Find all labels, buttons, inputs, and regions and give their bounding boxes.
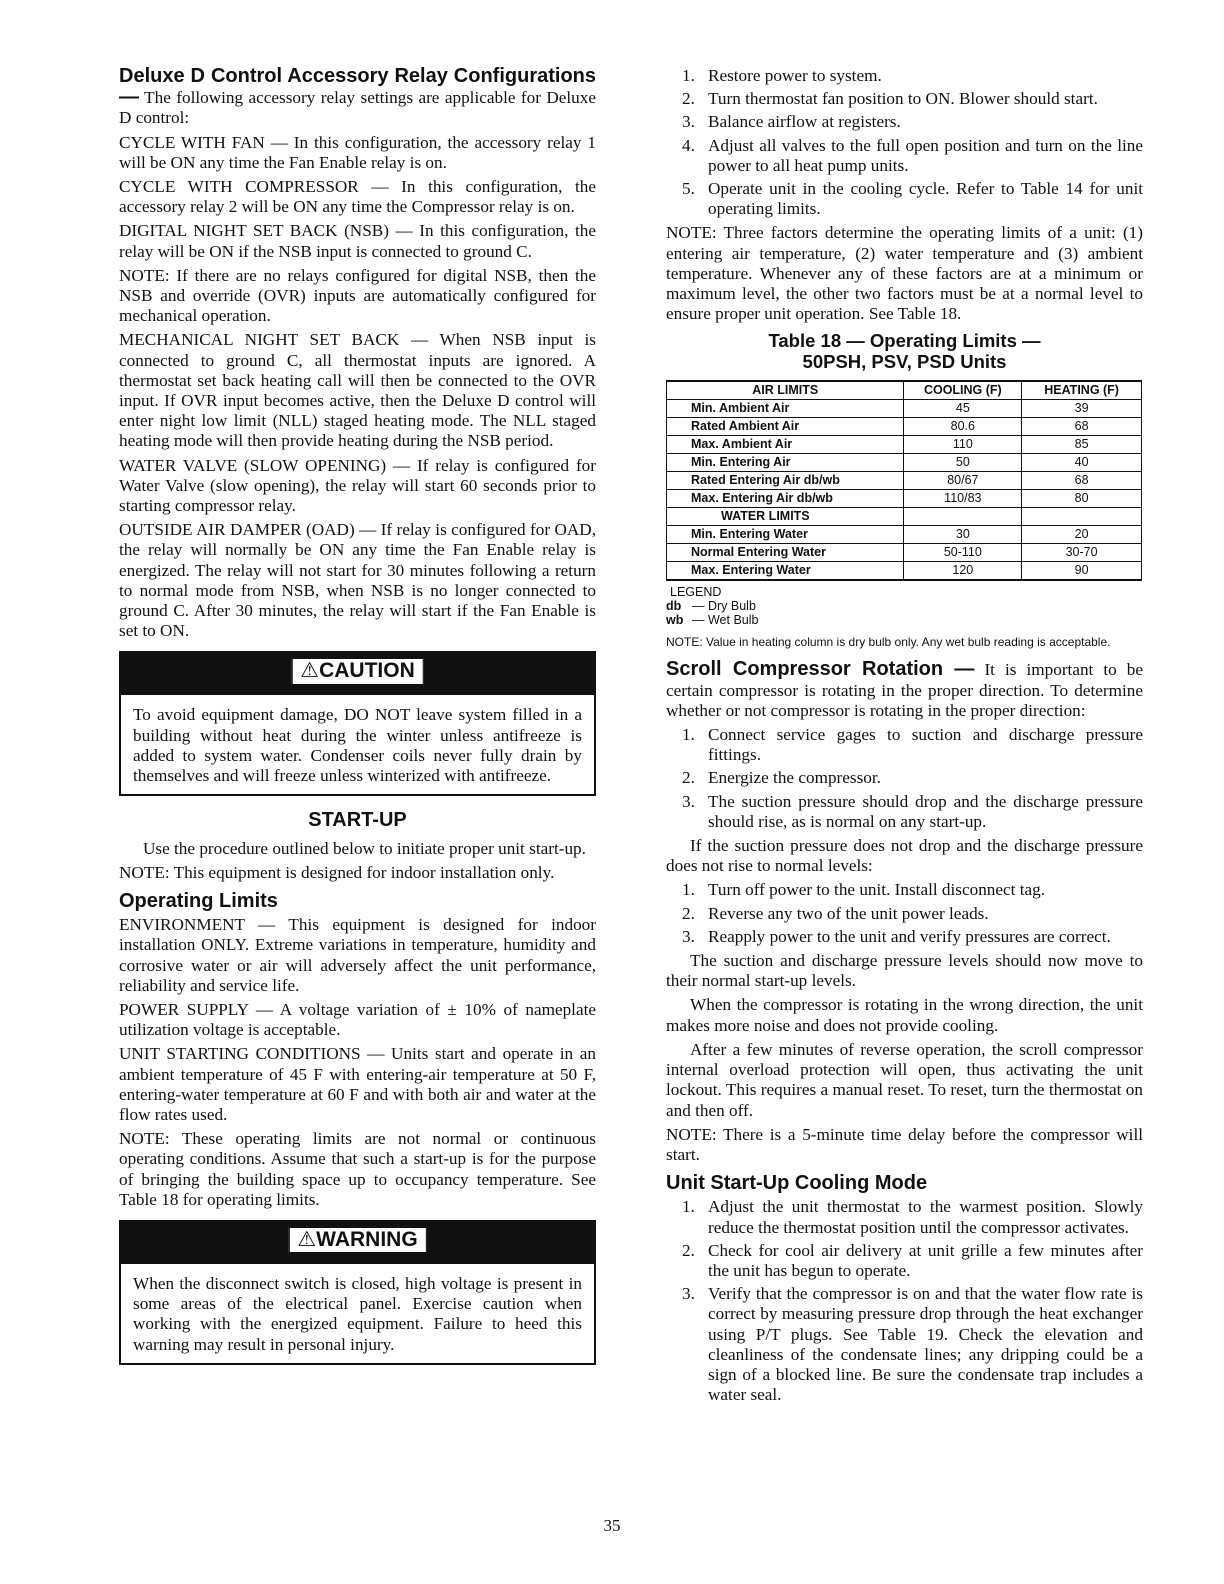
warning-label: ⚠WARNING bbox=[288, 1227, 426, 1253]
column-header: HEATING (F) bbox=[1022, 381, 1142, 400]
table-row: Min. Entering Water 30 20 bbox=[667, 526, 1142, 544]
scroll-paragraph: After a few minutes of reverse operation, the scroll compressor internal overload protection will open, thus activating the unit lockout. This requires a manual reset. To reset, turn the thermostat on and then off. bbox=[666, 1039, 1143, 1120]
legend-item: wb — Wet Bulb bbox=[666, 613, 759, 628]
column-header: AIR LIMITS bbox=[667, 381, 904, 400]
table-header-row bbox=[667, 381, 1142, 400]
list-item: 2. Energize the compressor. bbox=[682, 768, 881, 788]
warning-header-bar bbox=[121, 1222, 594, 1264]
legend-title: LEGEND bbox=[670, 585, 722, 600]
scroll-intro-text: It is important to be certain compressor is rotating in the proper direction. To determine whether or not compressor is rotating in the proper direction: bbox=[666, 660, 1143, 720]
startup-steps-list bbox=[666, 66, 1143, 219]
operating-limits-table bbox=[666, 380, 1142, 581]
scroll-paragraph: The suction and discharge pressure levels should now move to their normal start-up levels. bbox=[666, 951, 1143, 991]
relay-intro-text: The following accessory relay settings are applicable for Deluxe D control: bbox=[119, 88, 596, 128]
left-column bbox=[119, 66, 596, 1379]
caution-box bbox=[119, 651, 596, 796]
water-limits-header: WATER LIMITS bbox=[667, 508, 904, 526]
warning-box bbox=[119, 1220, 596, 1365]
relay-item: OUTSIDE AIR DAMPER (OAD) — If relay is configured for OAD, the relay will normally be ON any time the Fan Enable relay is energized. The relay will not start for 30 minutes following a return to normal mode from NSB, when NSB is no longer connected to ground C. After 30 minutes, the relay will start if the Fan Enable is set to ON. bbox=[119, 520, 596, 641]
table-row: Normal Entering Water 50-110 30-70 bbox=[667, 544, 1142, 562]
table-row: Rated Entering Air db/wb 80/67 68 bbox=[667, 472, 1142, 490]
legend-item: db — Dry Bulb bbox=[666, 599, 756, 614]
relay-item: NOTE: If there are no relays configured for digital NSB, then the NSB and override (OVR) inputs are automatically configured for mechanical operation. bbox=[119, 265, 596, 326]
caution-header-bar bbox=[121, 653, 594, 695]
list-item: 1. Restore power to system. bbox=[682, 66, 882, 85]
list-item: 5. Operate unit in the cooling cycle. Refer to Table 14 for unit operating limits. bbox=[682, 179, 1143, 219]
cooling-mode-heading: Unit Start-Up Cooling Mode bbox=[666, 1172, 928, 1195]
column-header: COOLING (F) bbox=[904, 381, 1022, 400]
delay-note: NOTE: There is a 5-minute time delay before the compressor will start. bbox=[666, 1124, 1143, 1164]
operating-limits-item: POWER SUPPLY — A voltage variation of ± 10% of nameplate utilization voltage is acceptable. bbox=[119, 999, 596, 1040]
operating-limits-heading: Operating Limits bbox=[119, 889, 278, 912]
list-item: 1. Adjust the unit thermostat to the warmest position. Slowly reduce the thermostat position until the compressor activates. bbox=[682, 1197, 1143, 1237]
list-item: 3. Verify that the compressor is on and that the water flow rate is correct by measuring pressure drop through the heat exchanger using P/T plugs. See Table 19. Check the elevation and cleanliness of the condensate lines; any dripping could be a sign of a blocked line. Be sure the condensate trap includes a water seal. bbox=[682, 1284, 1143, 1405]
factors-note: NOTE: Three factors determine the operating limits of a unit: (1) entering air temperature, (2) water temperature and (3) ambient temperature. Whenever any of these factors are at a minimum or maximum level, the other two factors must be at a normal level to ensure proper unit operation. See Table 18. bbox=[666, 223, 1143, 324]
scroll-intro-paragraph bbox=[666, 659, 1143, 721]
caution-text: To avoid equipment damage, DO NOT leave system filled in a building without heat during the winter unless antifreeze is added to system water. Condenser coils never fully drain by themselves and will freeze unless winterized with antifreeze. bbox=[133, 705, 582, 786]
list-item: 2. Turn thermostat fan position to ON. Blower should start. bbox=[682, 89, 1098, 109]
list-item: 2. Check for cool air delivery at unit grille a few minutes after the unit has begun to operate. bbox=[682, 1240, 1143, 1280]
scroll-check-steps bbox=[666, 725, 1143, 832]
table-legend bbox=[666, 585, 1143, 627]
operating-limits-item: NOTE: These operating limits are not normal or continuous operating conditions. Assume that such a start-up is for the purpose of bringing the building space up to occupancy temperature. See Table 18 for operating limits. bbox=[119, 1129, 596, 1209]
cooling-steps-list bbox=[666, 1197, 1143, 1405]
relay-item: WATER VALVE (SLOW OPENING) — If relay is configured for Water Valve (slow opening), the relay will start 60 seconds prior to starting compressor relay. bbox=[119, 455, 596, 516]
table-title bbox=[666, 330, 1143, 372]
startup-note: NOTE: This equipment is designed for indoor installation only. bbox=[119, 862, 555, 882]
table-title-line-1: Table 18 — Operating Limits — bbox=[768, 330, 1041, 352]
warning-text: When the disconnect switch is closed, high voltage is present in some areas of the electrical panel. Exercise caution when working with the energized equipment. Failure to heed this warning may result in personal injury. bbox=[133, 1273, 582, 1354]
relay-item: CYCLE WITH FAN — In this configuration, the accessory relay 1 will be ON any time the Fan Enable relay is on. bbox=[119, 132, 596, 172]
table-note: NOTE: Value in heating column is dry bulb only. Any wet bulb reading is acceptable. bbox=[666, 635, 1111, 650]
relay-item: CYCLE WITH COMPRESSOR — In this configuration, the accessory relay 2 will be ON any time the Compressor relay is on. bbox=[119, 177, 596, 217]
caution-label: ⚠CAUTION bbox=[291, 658, 424, 684]
list-item: 3. The suction pressure should drop and the discharge pressure should rise, as is normal on any start-up. bbox=[682, 791, 1143, 831]
table-row: Max. Entering Air db/wb 110/83 80 bbox=[667, 490, 1142, 508]
table-title-line-2: 50PSH, PSV, PSD Units bbox=[802, 351, 1007, 373]
right-column bbox=[666, 66, 1143, 1409]
table-row: Min. Ambient Air 45 39 bbox=[667, 400, 1142, 418]
list-item: 2. Reverse any two of the unit power leads. bbox=[682, 903, 989, 923]
list-item: 4. Adjust all valves to the full open position and turn on the line power to all heat pump units. bbox=[682, 135, 1143, 175]
startup-heading: START-UP bbox=[308, 809, 407, 832]
operating-limits-item: UNIT STARTING CONDITIONS — Units start and operate in an ambient temperature of 45 F with entering-air temperature at 50 F, entering-water temperature at 60 F and with both air and water at the flow rates used. bbox=[119, 1044, 596, 1124]
scroll-paragraph: When the compressor is rotating in the wrong direction, the unit makes more noise and does not provide cooling. bbox=[666, 995, 1143, 1035]
scroll-rotation-heading: Scroll Compressor Rotation — bbox=[666, 658, 975, 681]
list-item: 3. Reapply power to the unit and verify pressures are correct. bbox=[682, 926, 1111, 946]
page-number: 35 bbox=[603, 1516, 621, 1535]
table-row: Max. Ambient Air 110 85 bbox=[667, 436, 1142, 454]
operating-limits-item: ENVIRONMENT — This equipment is designed for indoor installation ONLY. Extreme variations in temperature, humidity and corrosive water or air will adversely affect the unit performance, reliability and service life. bbox=[119, 915, 596, 995]
relay-item: DIGITAL NIGHT SET BACK (NSB) — In this configuration, the relay will be ON if the NSB input is connected to ground C. bbox=[119, 221, 596, 261]
list-item: 3. Balance airflow at registers. bbox=[682, 112, 901, 132]
table-row: Max. Entering Water 120 90 bbox=[667, 562, 1142, 581]
startup-intro: Use the procedure outlined below to initiate proper unit start-up. bbox=[143, 838, 586, 858]
relay-intro-paragraph bbox=[119, 66, 596, 129]
table-section-row bbox=[667, 508, 1142, 526]
list-item: 1. Connect service gages to suction and discharge pressure fittings. bbox=[682, 725, 1143, 765]
list-item: 1. Turn off power to the unit. Install disconnect tag. bbox=[682, 880, 1046, 900]
relay-config-heading: Deluxe D Control Accessory Relay Configurations — bbox=[119, 65, 596, 109]
scroll-if-paragraph: If the suction pressure does not drop and the discharge pressure does not rise to normal levels: bbox=[666, 836, 1143, 876]
relay-item: MECHANICAL NIGHT SET BACK — When NSB input is connected to ground C, all thermostat inputs are ignored. A thermostat set back heating call will then be connected to the OVR input. If OVR input becomes active, then the Deluxe D control will enter night low limit (NLL) staged heating mode. The NLL staged heating mode will then provide heating during the NSB period. bbox=[119, 330, 596, 451]
table-row: Rated Ambient Air 80.6 68 bbox=[667, 418, 1142, 436]
table-row: Min. Entering Air 50 40 bbox=[667, 454, 1142, 472]
scroll-fix-steps bbox=[666, 880, 1143, 947]
